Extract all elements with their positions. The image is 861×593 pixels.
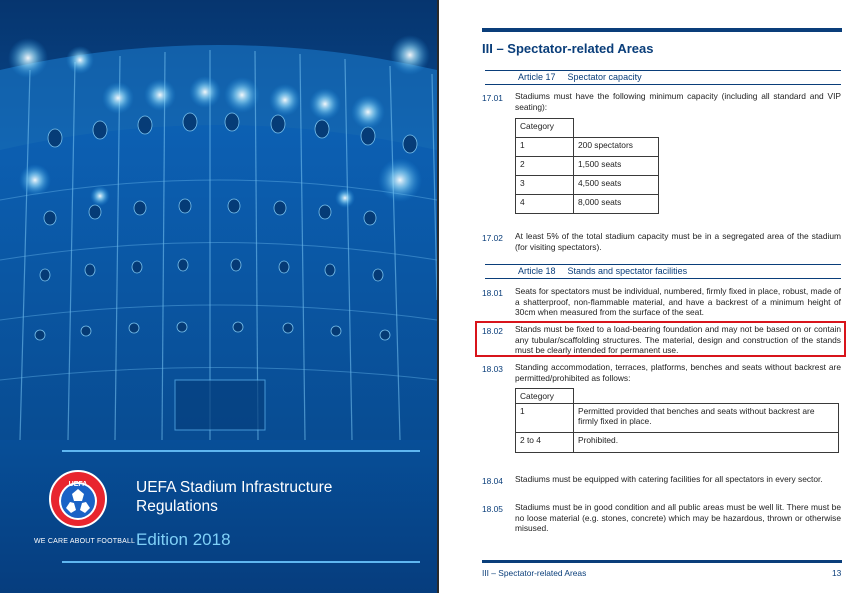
section-title: III – Spectator-related Areas bbox=[482, 41, 654, 56]
bottom-rule bbox=[482, 560, 842, 563]
clause-18-02-text: Stands must be fixed to a load-bearing foundation and may not be based on or contain any tubular/scaffolding structures. The material, design and construction of the stands must be clearly intended for permanent use. bbox=[515, 324, 841, 355]
clause-18-04-number: 18.04 bbox=[482, 476, 503, 486]
footer-section: III – Spectator-related Areas bbox=[482, 568, 587, 578]
table-cell-category: 4 bbox=[516, 195, 574, 214]
table-cell-category: 1 bbox=[516, 138, 574, 157]
table-cell-value: 200 spectators bbox=[574, 138, 659, 157]
cover-edition: Edition 2018 bbox=[136, 530, 231, 549]
table-cell-category: 1 bbox=[516, 404, 574, 433]
clause-18-01-number: 18.01 bbox=[482, 288, 503, 298]
cover-title-line2: Regulations bbox=[136, 498, 218, 515]
table-cell-value: Prohibited. bbox=[574, 433, 839, 453]
table-header-cell: Category bbox=[516, 119, 574, 138]
article-17-name: Spectator capacity bbox=[567, 72, 642, 82]
table-row bbox=[516, 157, 659, 176]
table-cell-value: 4,500 seats bbox=[574, 176, 659, 195]
cover-rule-bottom bbox=[62, 561, 420, 563]
table-cell-value: 8,000 seats bbox=[574, 195, 659, 214]
top-rule bbox=[482, 28, 842, 32]
table-row bbox=[516, 138, 659, 157]
cover-tagline: WE CARE ABOUT FOOTBALL bbox=[34, 538, 136, 545]
clause-18-03-text: Standing accommodation, terraces, platforms, benches and seats without backrest are permitted/prohibited as follows: bbox=[515, 362, 841, 383]
clause-18-03-number: 18.03 bbox=[482, 364, 503, 374]
cover-title-line1: UEFA Stadium Infrastructure bbox=[136, 479, 333, 496]
uefa-logo-text: UEFA bbox=[68, 481, 88, 488]
clause-18-05-number: 18.05 bbox=[482, 504, 503, 514]
table-row bbox=[516, 195, 659, 214]
table-row bbox=[516, 389, 839, 404]
article-18-header bbox=[485, 264, 841, 279]
uefa-logo-icon bbox=[48, 468, 108, 530]
clause-17-01-text: Stadiums must have the following minimum capacity (including all standard and VIP seating): bbox=[515, 91, 841, 112]
page-number: 13 bbox=[832, 568, 842, 578]
clause-18-01-text: Seats for spectators must be individual, numbered, firmly fixed in place, robust, made of a shatterproof, non-flammable material, and have a backrest of a minimum height of 30cm when measured from the surface of the seat. bbox=[515, 286, 841, 317]
table-row bbox=[516, 176, 659, 195]
regulations-page bbox=[439, 0, 861, 593]
table-cell-value: Permitted provided that benches and seats without backrest are firmly fixed in place. bbox=[574, 404, 839, 433]
article-17-header bbox=[485, 70, 841, 85]
table-row bbox=[516, 119, 659, 138]
article-17-number: Article 17 bbox=[518, 72, 556, 82]
table-cell-category: 2 to 4 bbox=[516, 433, 574, 453]
capacity-table bbox=[515, 118, 659, 214]
table-row bbox=[516, 404, 839, 433]
stadium-photo bbox=[0, 0, 437, 440]
table-cell-value: 1,500 seats bbox=[574, 157, 659, 176]
table-cell-category: 2 bbox=[516, 157, 574, 176]
clause-18-05-text: Stadiums must be in good condition and all public areas must be well lit. There must be no loose material (e.g. stones, concrete) which may be hazardous, thrown or otherwise misused. bbox=[515, 502, 841, 533]
clause-17-02-text: At least 5% of the total stadium capacity must be in a segregated area of the stadium (for visiting spectators). bbox=[515, 231, 841, 252]
clause-17-02-number: 17.02 bbox=[482, 233, 503, 243]
table-row bbox=[516, 433, 839, 453]
clause-17-01-number: 17.01 bbox=[482, 93, 503, 103]
table-header-cell: Category bbox=[516, 389, 574, 404]
standing-table bbox=[515, 388, 839, 453]
clause-18-02-number: 18.02 bbox=[482, 326, 503, 336]
cover-title bbox=[136, 478, 426, 516]
article-18-number: Article 18 bbox=[518, 266, 556, 276]
clause-18-04-text: Stadiums must be equipped with catering facilities for all spectators in every sector. bbox=[515, 474, 823, 484]
article-18-name: Stands and spectator facilities bbox=[567, 266, 688, 276]
table-cell-category: 3 bbox=[516, 176, 574, 195]
cover-rule-top bbox=[62, 450, 420, 452]
